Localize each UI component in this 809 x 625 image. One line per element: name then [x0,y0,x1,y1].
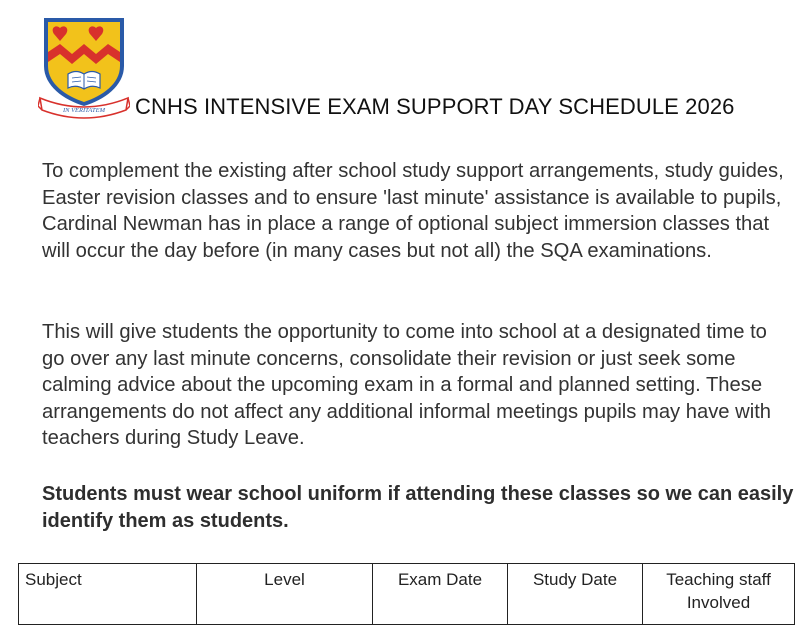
column-header-level: Level [197,564,373,625]
intro-paragraph: To complement the existing after school study support arrangements, study guides, Easter revision classes and to ensure 'last minute' assistance is available to pupils, Cardinal Newman has in place a range of optional subject immersion classes that will occur the day before (in many cases but not all) the SQA examinations. [42,160,784,262]
page-title: CNHS INTENSIVE EXAM SUPPORT DAY SCHEDULE 2026 [135,94,735,119]
column-header-exam-date: Exam Date [373,564,508,625]
crest-shield-icon [38,14,130,122]
schedule-table [18,563,795,625]
school-crest [38,14,130,122]
uniform-notice: Students must wear school uniform if attending these classes so we can easily identify them as students. [42,483,794,532]
column-header-teaching-staff: Teaching staff Involved [643,564,795,625]
column-header-subject: Subject [19,564,197,625]
table-header-row [19,564,795,625]
crest-motto: IN VERITATEM [62,107,106,114]
details-paragraph: This will give students the opportunity to come into school at a designated time to go over any last minute concerns, consolidate their revision or just seek some calming advice about the upcoming exam in a formal and planned setting. These arrangements do not affect any additional informal meetings pupils may have with teachers during Study Leave. [42,321,772,449]
column-header-study-date: Study Date [508,564,643,625]
